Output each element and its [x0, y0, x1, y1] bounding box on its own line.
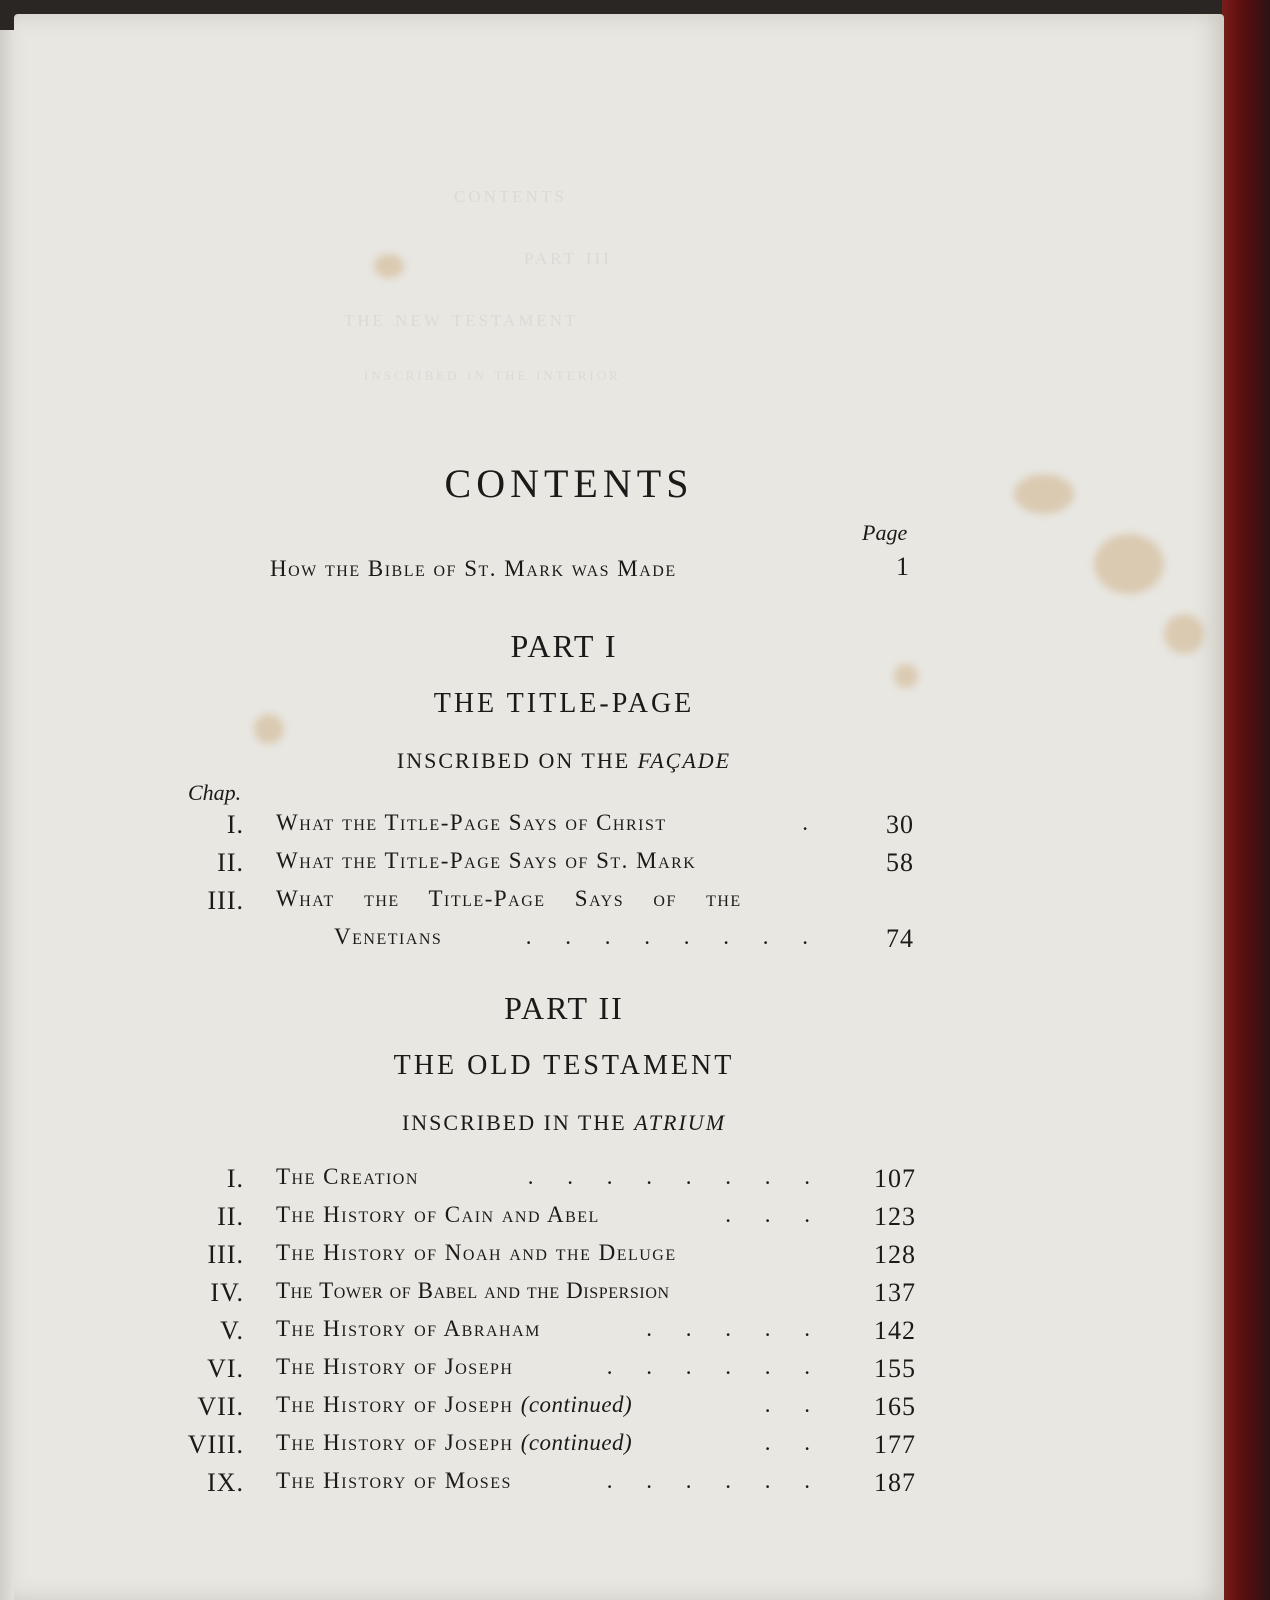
part1-inscribed-prefix: INSCRIBED ON THE: [396, 748, 631, 773]
chapter-numeral: VI.: [207, 1354, 244, 1383]
chapter-entry: [276, 1164, 828, 1190]
chapter-note: (continued): [520, 1430, 633, 1455]
leader-dots: . . . . . .: [606, 1468, 824, 1493]
chapter-page: 58: [886, 848, 914, 877]
chapter-entry: [276, 1430, 828, 1456]
chapter-numeral: V.: [220, 1316, 244, 1345]
chapter-entry: [276, 1278, 836, 1304]
chapter-title: The Tower of Babel and the Dispersion: [276, 1278, 670, 1303]
chapter-title-continued: Venetians: [334, 924, 443, 949]
leader-dots: . . . . . . . .: [525, 924, 822, 949]
chapter-page: 165: [874, 1392, 916, 1421]
chapter-numeral: VII.: [197, 1392, 244, 1421]
chapter-entry: [276, 1202, 828, 1228]
chapter-title: The History of Joseph: [276, 1392, 514, 1417]
chapter-title: What the Title-Page Says of St. Mark: [276, 848, 697, 873]
chapter-title: What the Title-Page Says of Christ: [276, 810, 667, 835]
show-through-text: contents: [454, 182, 567, 208]
leader-dots: . . . . . . . .: [527, 1164, 824, 1189]
chapter-numeral: II.: [217, 1202, 244, 1231]
show-through-text: inscribed in the interior: [364, 364, 621, 384]
chapter-numeral: IX.: [207, 1468, 244, 1497]
show-through-text: part iii: [524, 244, 612, 270]
chapter-entry: [276, 886, 826, 912]
chapter-numeral: IV.: [210, 1278, 244, 1307]
part2-inscribed: [14, 1110, 1114, 1136]
leader-dots: .: [802, 810, 822, 835]
book-binding: [1222, 0, 1270, 1600]
chapter-numeral: III.: [207, 1240, 244, 1269]
chapter-note: (continued): [520, 1392, 633, 1417]
part2-subheading: THE OLD TESTAMENT: [393, 1050, 735, 1081]
chapter-entry-continued: [334, 924, 826, 950]
chapter-title: What the Title-Page Says of the: [276, 886, 742, 911]
book-page: [14, 14, 1224, 1600]
leader-dots: . . .: [725, 1202, 824, 1227]
chapter-title: The History of Cain and Abel: [276, 1202, 600, 1227]
chapter-numeral: VIII.: [187, 1430, 244, 1459]
intro-page: 1: [896, 552, 910, 581]
chapter-page: 177: [874, 1430, 916, 1459]
part2-heading: PART II: [504, 990, 624, 1026]
chapter-page: 187: [874, 1468, 916, 1497]
part1-subheading: THE TITLE-PAGE: [433, 688, 695, 719]
intro-title: How the Bible of St. Mark was Made: [270, 556, 677, 581]
chapter-entry: [276, 1316, 828, 1342]
chapter-title: The History of Moses: [276, 1468, 512, 1493]
chapter-page: 142: [874, 1316, 916, 1345]
chap-column-label: Chap.: [188, 780, 242, 805]
chapter-numeral: I.: [226, 1164, 244, 1193]
chapter-entry: [276, 1354, 828, 1380]
leader-dots: . .: [764, 1430, 824, 1455]
leader-dots: . . . . .: [646, 1316, 824, 1341]
leader-dots: . .: [764, 1392, 824, 1417]
chapter-numeral: II.: [217, 848, 244, 877]
page-column-label: Page: [862, 520, 908, 545]
chapter-entry: [276, 848, 826, 874]
chapter-title: The History of Abraham: [276, 1316, 541, 1341]
chapter-page: 123: [874, 1202, 916, 1231]
chapter-title: The Creation: [276, 1164, 419, 1189]
leader-dots: . . . . . .: [606, 1354, 824, 1379]
part1-heading: PART I: [510, 628, 618, 664]
chapter-title: The History of Joseph: [276, 1354, 514, 1379]
chapter-page: 30: [886, 810, 914, 839]
chapter-page: 107: [874, 1164, 916, 1193]
chapter-entry: [276, 810, 826, 836]
chapter-entry: [276, 1240, 828, 1266]
page-title: CONTENTS: [444, 461, 694, 506]
part1-inscribed: [14, 748, 1114, 774]
chapter-page: 128: [874, 1240, 916, 1269]
chapter-title: The History of Joseph: [276, 1430, 514, 1455]
chapter-title: The History of Noah and the Deluge: [276, 1240, 677, 1265]
chapter-page: 137: [874, 1278, 916, 1307]
part2-inscribed-prefix: INSCRIBED IN THE: [401, 1110, 627, 1135]
chapter-entry: [276, 1392, 828, 1418]
chapter-entry: [276, 1468, 828, 1494]
chapter-numeral: I.: [226, 810, 244, 839]
part1-inscribed-place: FAÇADE: [637, 748, 732, 773]
chapter-page: 155: [874, 1354, 916, 1383]
chapter-page: 74: [886, 924, 914, 953]
part2-inscribed-place: ATRIUM: [634, 1110, 727, 1135]
chapter-numeral: III.: [207, 886, 244, 915]
intro-entry: [270, 556, 810, 582]
contents-page: [14, 14, 1224, 1600]
show-through-text: the new testament: [344, 306, 579, 332]
